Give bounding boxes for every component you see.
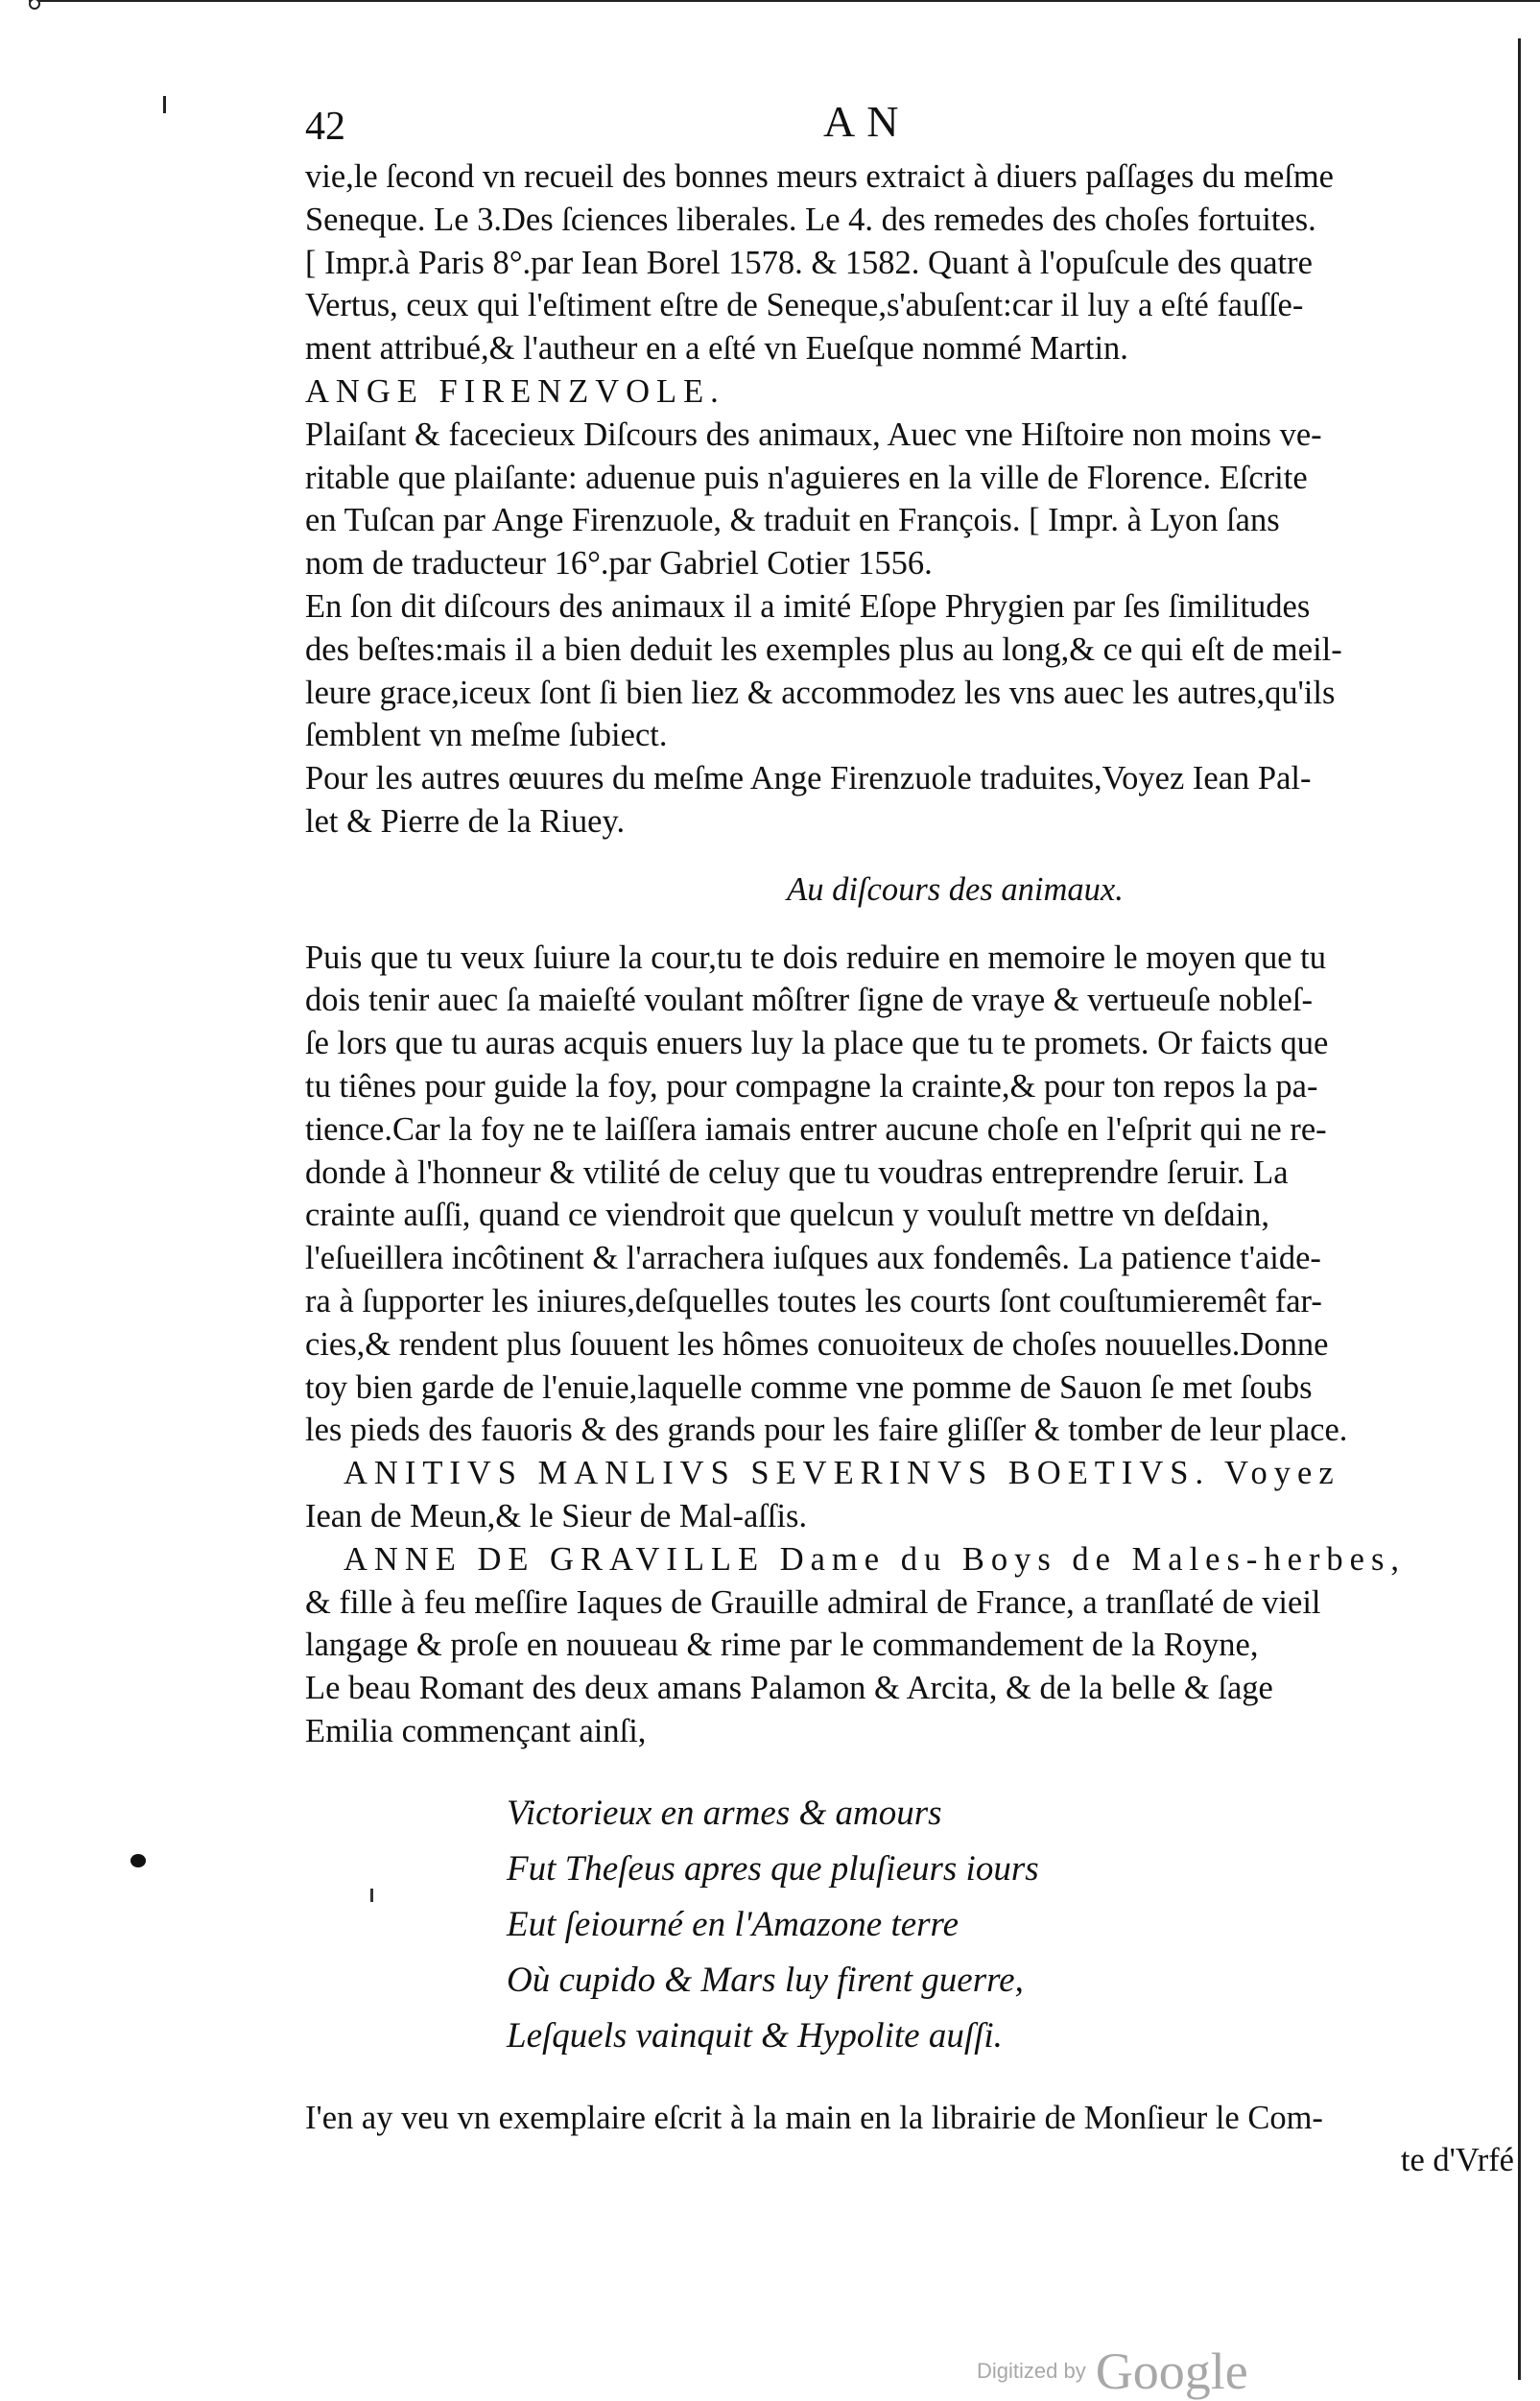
text-line: des beſtes:mais il a bien deduit les exemples plus au long,& ce qui eſt de meil- [305,630,1342,668]
text-line: Iean de Meun,& le Sieur de Mal-aſſis. [305,1497,808,1534]
text-line: dois tenir auec ſa maieſté voulant môſtrer ſigne de vraye & vertueuſe nobleſ- [305,982,1313,1019]
text-line: [ Impr.à Paris 8°.par Iean Borel 1578. & 1582. Quant à l'opuſcule des quatre [305,244,1313,281]
text-line: nom de traducteur 16°.par Gabriel Cotier 1556. [305,545,933,582]
watermark-prefix: Digitized by [977,2359,1086,2383]
catchword-line: te d'Vrfé [1400,2142,1514,2179]
text-line: Pour les autres œuures du meſme Ange Firenzuole traduites,Voyez Iean Pal- [305,760,1312,797]
text-line: En ſon dit diſcours des animaux il a imité Eſope Phrygien par ſes ſimilitudes [305,587,1311,625]
text-line: tu tiênes pour guide la foy, pour compagne la crainte,& pour ton repos la pa- [305,1067,1318,1105]
text-line: ment attribué,& l'autheur en a eſté vn Eueſque nommé Martin. [305,330,1128,368]
text-line: tience.Car la foy ne te laiſſera iamais entrer aucune choſe en l'eſprit qui ne re- [305,1110,1327,1148]
text-line: cies,& rendent plus ſouuent les hômes conuoiteux de choſes nouuelles.Donne [305,1325,1329,1363]
page-top-border [29,0,1540,8]
text-line: les pieds des fauoris & des grands pour les faire gliſſer & tomber de leur place. [305,1412,1348,1449]
text-line: leure grace,iceux ſont ſi bien liez & accommodez les vns auec les autres,qu'ils [305,674,1336,711]
entry-heading-boetius: ANITIVS MANLIVS SEVERINVS BOETIVS. Voyez [344,1455,1340,1492]
text-line: crainte auſſi, quand ce viendroit que quelcun y vouluſt mettre vn deſdain, [305,1197,1269,1234]
section-subtitle: Au diſcours des animaux. [787,870,1124,908]
page-number: 42 [305,105,345,149]
text-line: Le beau Romant des deux amans Palamon & Arcita, & de la belle & ſage [305,1670,1273,1707]
text-line: Emilia commençant ainſi, [305,1712,647,1749]
text-line: toy bien garde de l'enuie,laquelle comme vne pomme de Sauon ſe met ſoubs [305,1368,1313,1406]
verse-line: Leſquels vainquit & Hypolite auſſi. [507,2015,1003,2056]
verse-line: Eut ſeiourné en l'Amazone terre [507,1904,959,1944]
text-line: vie,le ſecond vn recueil des bonnes meurs extraict à diuers paſſages du meſme [305,158,1334,195]
entry-heading-anne-de-graville: ANNE DE GRAVILLE Dame du Boys de Males-herbes, [344,1540,1407,1578]
google-logo: Google [1095,2342,1248,2400]
text-line: Seneque. Le 3.Des ſciences liberales. Le 4. des remedes des choſes fortuites. [305,201,1316,238]
text-line: l'eſueillera incôtinent & l'arrachera iuſques aux fondemês. La patience t'aide- [305,1240,1321,1277]
text-line: langage & proſe en nouueau & rime par le commandement de la Royne, [305,1627,1259,1664]
ink-blot [130,1854,146,1867]
text-line: donde à l'honneur & vtilité de celuy que tu voudras entreprendre ſeruir. La [305,1153,1289,1191]
verse-line: Fut Theſeus apres que pluſieurs iours [507,1848,1039,1889]
text-line: ra à ſupporter les iniures,deſquelles toutes les courts ſont couſtumieremêt far- [305,1282,1322,1319]
verse-line: Où cupido & Mars luy firent guerre, [507,1960,1024,2000]
digitized-watermark [977,2342,1248,2401]
text-line: Puis que tu veux ſuiure la cour,tu te dois reduire en memoire le moyen que tu [305,939,1327,976]
entry-heading-ange-firenzvole: ANGE FIRENZVOLE. [305,372,725,410]
text-line: let & Pierre de la Riuey. [305,802,626,840]
text-line: Plaiſant & facecieux Diſcours des animaux, Auec vne Hiſtoire non moins ve- [305,416,1322,453]
text-line: ritable que plaiſante: aduenue puis n'aguieres en la ville de Florence. Eſcrite [305,459,1308,496]
text-line: en Tuſcan par Ange Firenzuole, & traduit en François. [ Impr. à Lyon ſans [305,502,1280,539]
text-line: & fille à feu meſſire Iaques de Grauille admiral de France, a tranſlaté de vieil [305,1583,1321,1621]
text-line: I'en ay veu vn exemplaire eſcrit à la main en la librairie de Monſieur le Com- [305,2099,1323,2136]
text-line: ſemblent vn meſme ſubiect. [305,717,668,754]
text-line: ſe lors que tu auras acquis enuers luy la place que tu te promets. Or faicts que [305,1025,1329,1062]
running-head: AN [823,97,911,146]
margin-mark [163,96,166,113]
verse-line: Victorieux en armes & amours [507,1793,942,1833]
text-line: Vertus, ceux qui l'eſtiment eſtre de Seneque,s'abuſent:car il luy a eſté fauſſe- [305,287,1304,324]
page-body [305,155,1528,2182]
